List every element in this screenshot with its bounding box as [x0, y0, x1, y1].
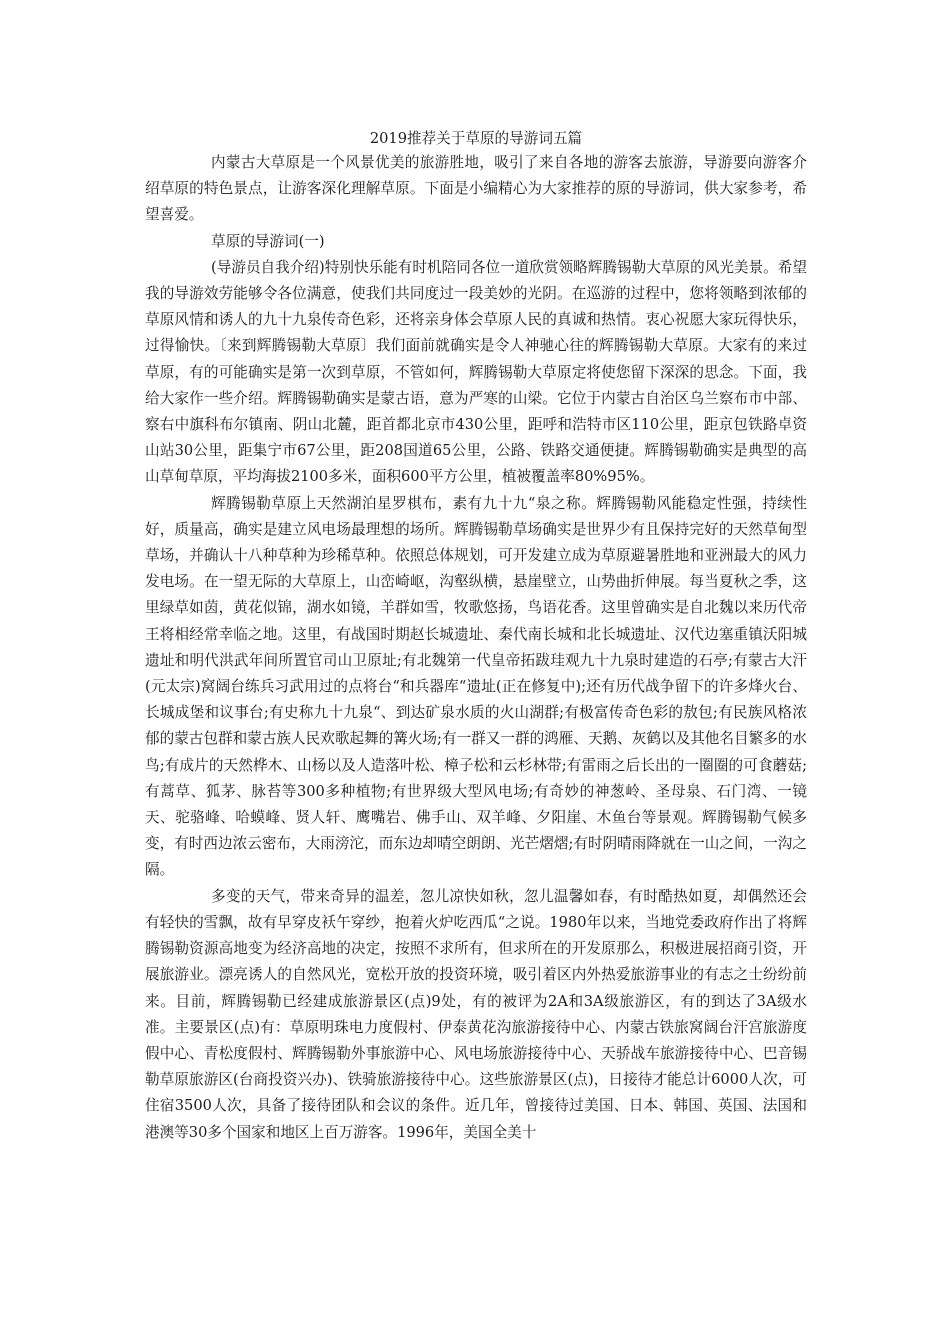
section-heading: 草原的导游词(一) — [211, 232, 325, 250]
document-title: 2019推荐关于草原的导游词五篇 — [369, 130, 583, 147]
body-paragraph-2: 辉腾锡勒草原上天然湖泊星罗棋布，素有九十九“泉之称。辉腾锡勒风能稳定性强，持续性好，质量高，确实是建立风电场最理想的场所。辉腾锡勒草场确实是世界少有且保持完好的天然草甸型草场，并确认十八种草种为珍稀草种。依照总体规划，可开发建立成为草原避暑胜地和亚洲最大的风力发电场。在一望无际的大草原上，山峦崎岖，沟壑纵横，悬崖壁立，山势曲折伸展。每当夏秋之季，这里绿草如茵，黄花似锦，湖水如镜，羊群如雪，牧歌悠扬，鸟语花香。这里曾确实是自北魏以来历代帝王将相经常幸临之地。这里，有战国时期赵长城遗址、秦代南长城和北长城遗址、汉代边塞重镇沃阳城遗址和明代洪武年间所置官司山卫原址;有北魏第一代皇帝拓跋珪观九十九泉时建造的石亭;有蒙古大汗(元太宗)窝阔台练兵习武用过的点将台“和兵器库“遗址(正在修复中);还有历代战争留下的许多烽火台、长城成堡和议事台;有史称九十九泉“、到达矿泉水质的火山湖群;有极富传奇色彩的敖包;有民族风格浓郁的蒙古包群和蒙古族人民欢歌起舞的篝火场;有一群又一群的鸿雁、天鹅、灰鹤以及其他名目繁多的水鸟;有成片的天然桦木、山杨以及人造落叶松、樟子松和云杉林带;有雷雨之后长出的一圈圈的可食蘑菇;有蒿草、狐茅、脉苔等300多种植物;有世界级大型风电场;有奇妙的神葱岭、圣母泉、石门湾、一镜天、驼骆峰、哈蟆峰、贤人轩、鹰嘴岩、佛手山、双羊峰、夕阳崖、木鱼台等景观。辉腾锡勒气候多变，有时西边浓云密布，大雨滂沱，而东边却晴空朗朗、光芒熠熠;有时阴晴雨降就在一山之间，一沟之隔。 — [145, 494, 807, 879]
intro-paragraph: 内蒙古大草原是一个风景优美的旅游胜地，吸引了来自各地的游客去旅游，导游要向游客介绍草原的特色景点，让游客深化理解草原。下面是小编精心为大家推荐的原的导游词，供大家参考，希望喜爱。 — [145, 154, 807, 224]
document-page — [145, 128, 807, 1146]
body-paragraph-3: 多变的天气，带来奇异的温差，忽儿凉快如秋，忽儿温馨如春，有时酷热如夏，却偶然还会有轻快的雪飘，故有早穿皮袄午穿纱，抱着火炉吃西瓜“之说。1980年以来，当地党委政府作出了将辉腾锡勒资源高地变为经济高地的决定，按照不求所有，但求所在的开发原那么，积极进展招商引资，开展旅游业。漂亮诱人的自然风光，宽松开放的投资环境，吸引着区内外热爱旅游事业的有志之士纷纷前来。目前，辉腾锡勒已经建成旅游景区(点)9处，有的被评为2A和3A级旅游区，有的到达了3A级水准。主要景区(点)有：草原明珠电力度假村、伊泰黄花沟旅游接待中心、内蒙古铁旅窝阔台汗宫旅游度假中心、青松度假村、辉腾锡勒外事旅游中心、风电场旅游接待中心、天骄战车旅游接待中心、巴音锡勒草原旅游区(台商投资兴办)、铁骑旅游接待中心。这些旅游景区(点)，日接待才能总计6000人次，可住宿3500人次，具备了接待团队和会议的条件。近几年，曾接待过美国、日本、韩国、英国、法国和港澳等30多个国家和地区上百万游客。1996年，美国全美十 — [145, 887, 807, 1141]
body-paragraph-1: (导游员自我介绍)特别快乐能有时机陪同各位一道欣赏领略辉腾锡勒大草原的风光美景。希望我的导游效劳能够令各位满意，使我们共同度过一段美妙的光阴。在巡游的过程中，您将领略到浓郁的草原风情和诱人的九十九泉传奇色彩，还将亲身体会草原人民的真诚和热情。衷心祝愿大家玩得快乐，过得愉快。〔来到辉腾锡勒大草原〕我们面前就确实是令人神驰心往的辉腾锡勒大草原。大家有的来过草原，有的可能确实是第一次到草原，不管如何，辉腾锡勒大草原定将使您留下深深的思念。下面，我给大家作一些介绍。辉腾锡勒确实是蒙古语，意为严寒的山梁。它位于内蒙古自治区乌兰察布市中部、察右中旗科布尔镇南、阴山北麓，距首都北京市430公里，距呼和浩特市区110公里，距京包铁路卓资山站30公里，距集宁市67公里，距208国道65公里，公路、铁路交通便捷。辉腾锡勒确实是典型的高山草甸草原，平均海拔2100多米，面积600平方公里，植被覆盖率80%95%。 — [145, 258, 807, 486]
